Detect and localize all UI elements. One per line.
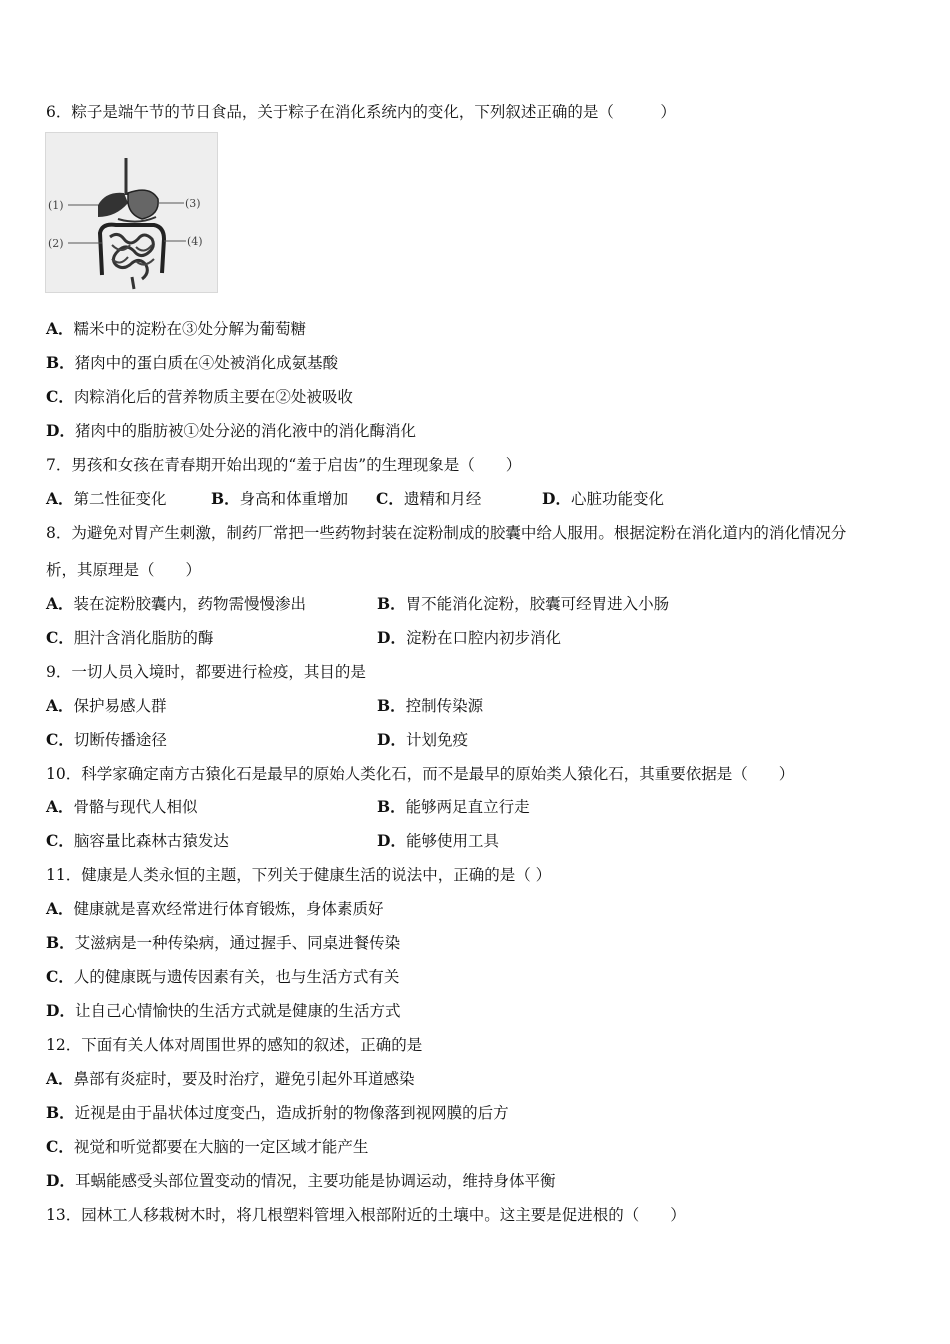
option-label: B． [46, 933, 75, 952]
q8-option-c [46, 628, 213, 648]
option-text: 让自己心情愉快的生活方式就是健康的生活方式 [74, 1002, 401, 1020]
option-label: D． [377, 730, 406, 749]
option-label: A． [46, 797, 74, 816]
q10-option-b [377, 797, 530, 817]
option-text: 近视是由于晶状体过度变凸，造成折射的物像落到视网膜的后方 [74, 1104, 509, 1122]
q6-option-b [46, 353, 338, 373]
option-text: 人的健康既与遗传因素有关，也与生活方式有关 [73, 968, 400, 986]
option-label: C． [376, 489, 404, 508]
q10-option-c [46, 831, 229, 851]
option-label: A． [46, 489, 74, 508]
q10-option-a [46, 797, 198, 817]
q7-option-a [46, 489, 167, 509]
option-text: 鼻部有炎症时，要及时治疗，避免引起外耳道感染 [73, 1070, 415, 1088]
option-text: 计划免疫 [405, 731, 468, 749]
option-label: C． [46, 1137, 74, 1156]
option-text: 控制传染源 [405, 697, 484, 715]
option-text: 胆汁含消化脂肪的酶 [73, 629, 214, 647]
q8-option-b [377, 594, 669, 614]
q8-options-row-2 [46, 628, 906, 648]
q11-option-c [46, 967, 399, 987]
option-label: A． [46, 899, 74, 918]
option-text: 糯米中的淀粉在③处分解为葡萄糖 [73, 320, 307, 338]
option-text: 耳蜗能感受头部位置变动的情况，主要功能是协调运动，维持身体平衡 [74, 1172, 556, 1190]
option-label: B． [377, 594, 406, 613]
option-text: 艾滋病是一种传染病，通过握手、同桌进餐传染 [74, 934, 401, 952]
option-text: 遗精和月经 [403, 490, 482, 508]
option-text: 心脏功能变化 [570, 490, 664, 508]
option-label: D． [377, 831, 406, 850]
q8-stem-line1: 8．为避免对胃产生刺激，制药厂常把一些药物封装在淀粉制成的胶囊中给人服用。根据淀粉在消化道内的消化情况分 [46, 524, 847, 542]
option-label: A． [46, 319, 74, 338]
option-text: 胃不能消化淀粉，胶囊可经胃进入小肠 [405, 595, 670, 613]
q9-stem: 9．一切人员入境时，都要进行检疫，其目的是 [46, 663, 366, 681]
option-text: 骨骼与现代人相似 [73, 798, 198, 816]
q6-option-a [46, 319, 306, 339]
q9-options-row-2 [46, 730, 906, 750]
q9-option-d [377, 730, 468, 750]
option-label: B． [46, 1103, 75, 1122]
option-text: 身高和体重增加 [239, 490, 349, 508]
option-text: 装在淀粉胶囊内，药物需慢慢渗出 [73, 595, 307, 613]
q12-option-b [46, 1103, 509, 1123]
option-text: 能够两足直立行走 [405, 798, 530, 816]
q9-option-a [46, 696, 167, 716]
q9-option-b [377, 696, 483, 716]
q7-options-row [46, 489, 906, 509]
q10-stem: 10．科学家确定南方古猿化石是最早的原始人类化石，而不是最早的原始类人猿化石，其重要依据是（ ） [46, 765, 795, 783]
option-text: 脑容量比森林古猿发达 [73, 832, 229, 850]
option-text: 肉粽消化后的营养物质主要在②处被吸收 [73, 388, 353, 406]
option-text: 健康就是喜欢经常进行体育锻炼，身体素质好 [73, 900, 384, 918]
q6-option-c [46, 387, 353, 407]
option-text: 淀粉在口腔内初步消化 [405, 629, 561, 647]
option-label: A． [46, 594, 74, 613]
figure-label-1: (1) [48, 199, 64, 212]
q11-stem: 11．健康是人类永恒的主题，下列关于健康生活的说法中，正确的是（ ） [46, 866, 552, 884]
q10-option-d [377, 831, 499, 851]
option-label: B． [211, 489, 240, 508]
option-label: D． [542, 489, 571, 508]
option-text: 猪肉中的脂肪被①处分泌的消化液中的消化酶消化 [74, 422, 416, 440]
digestive-system-figure [45, 132, 218, 293]
q6-option-d [46, 421, 416, 441]
q12-stem: 12．下面有关人体对周围世界的感知的叙述，正确的是 [46, 1036, 423, 1054]
digestive-system-diagram [46, 133, 217, 292]
figure-label-2: (2) [48, 237, 64, 250]
q12-option-d [46, 1171, 555, 1191]
option-label: D． [377, 628, 406, 647]
q6-stem: 6．粽子是端午节的节日食品，关于粽子在消化系统内的变化，下列叙述正确的是（ ） [46, 103, 676, 121]
q9-option-c [46, 730, 167, 750]
q10-options-row-2 [46, 831, 906, 851]
q9-options-row-1 [46, 696, 906, 716]
q13-stem: 13．园林工人移栽树木时，将几根塑料管埋入根部附近的土壤中。这主要是促进根的（ ） [46, 1206, 686, 1224]
q10-options-row-1 [46, 797, 906, 817]
option-label: B． [377, 797, 406, 816]
q11-option-b [46, 933, 400, 953]
q7-option-d [542, 489, 664, 509]
option-label: C． [46, 387, 74, 406]
option-label: C． [46, 831, 74, 850]
option-label: D． [46, 1001, 75, 1020]
option-label: C． [46, 967, 74, 986]
option-label: B． [46, 353, 75, 372]
figure-label-4: (4) [187, 235, 203, 248]
q7-stem: 7．男孩和女孩在青春期开始出现的“羞于启齿”的生理现象是（ ） [46, 456, 522, 474]
q8-stem-line2: 析，其原理是（ ） [46, 561, 202, 579]
option-label: A． [46, 696, 74, 715]
q8-option-d [377, 628, 561, 648]
q7-option-b [211, 489, 348, 509]
option-label: D． [46, 1171, 75, 1190]
option-label: C． [46, 628, 74, 647]
q12-option-c [46, 1137, 368, 1157]
q11-option-a [46, 899, 384, 919]
option-label: A． [46, 1069, 74, 1088]
option-label: B． [377, 696, 406, 715]
figure-label-3: (3) [185, 197, 201, 210]
option-text: 能够使用工具 [405, 832, 499, 850]
q12-option-a [46, 1069, 415, 1089]
option-label: C． [46, 730, 74, 749]
q8-options-row-1 [46, 594, 906, 614]
option-text: 猪肉中的蛋白质在④处被消化成氨基酸 [74, 354, 339, 372]
q11-option-d [46, 1001, 400, 1021]
option-label: D． [46, 421, 75, 440]
option-text: 切断传播途径 [73, 731, 167, 749]
q8-option-a [46, 594, 306, 614]
option-text: 第二性征变化 [73, 490, 167, 508]
option-text: 视觉和听觉都要在大脑的一定区域才能产生 [73, 1138, 369, 1156]
q7-option-c [376, 489, 481, 509]
option-text: 保护易感人群 [73, 697, 167, 715]
